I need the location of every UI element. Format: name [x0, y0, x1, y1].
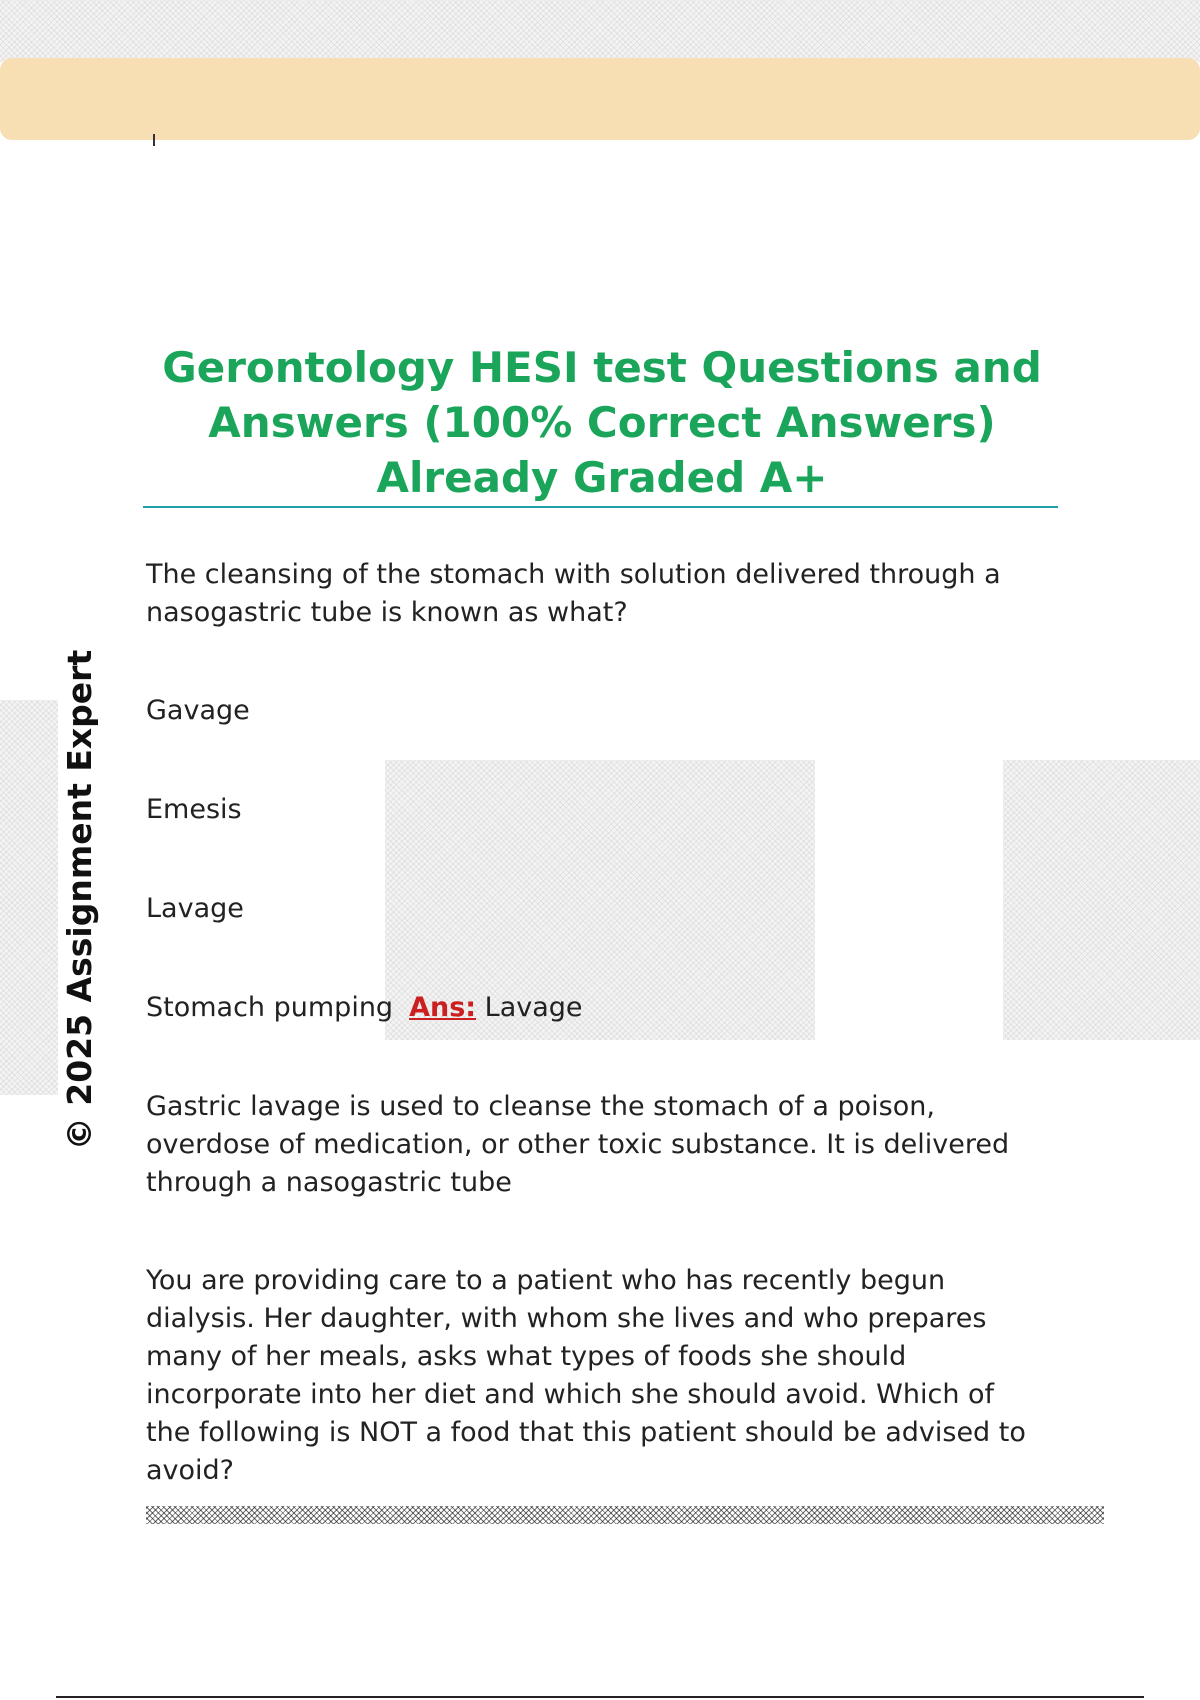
text-cursor-mark	[153, 134, 155, 146]
question-1-option-1: Gavage	[146, 695, 250, 726]
left-hatch-patch	[0, 700, 58, 1095]
bottom-hatch-strip	[146, 1506, 1104, 1524]
question-1-option-4-label: Stomach pumping	[146, 992, 394, 1023]
header-banner	[0, 58, 1200, 140]
question-1-text: The cleansing of the stomach with solution delivered through a nasogastric tube is known as what?	[146, 559, 1001, 628]
top-hatch-band	[0, 0, 1200, 62]
question-1-option-4-with-answer	[146, 989, 1046, 1027]
answer-value: Lavage	[484, 992, 583, 1023]
question-2-text: You are providing care to a patient who has recently begun dialysis. Her daughter, with whom she lives and who prepares many of her meals, asks what types of foods she should incorporate into her diet and which she should avoid. Which of the following is NOT a food that this patient should be advised to avoid?	[146, 1265, 1026, 1486]
question-1-option-3: Lavage	[146, 893, 244, 924]
footer-rule	[56, 1696, 1144, 1698]
question-1-explanation: Gastric lavage is used to cleanse the stomach of a poison, overdose of medication, or other toxic substance. It is delivered through a nasogastric tube	[146, 1091, 1010, 1198]
answer-label: Ans:	[409, 992, 477, 1023]
title-underline	[143, 506, 1058, 508]
document-title: Gerontology HESI test Questions and Answers (100% Correct Answers) Already Graded A+	[162, 343, 1042, 502]
copyright-watermark: © 2025 Assignment Expert	[60, 649, 99, 1151]
question-1-option-2: Emesis	[146, 794, 242, 825]
